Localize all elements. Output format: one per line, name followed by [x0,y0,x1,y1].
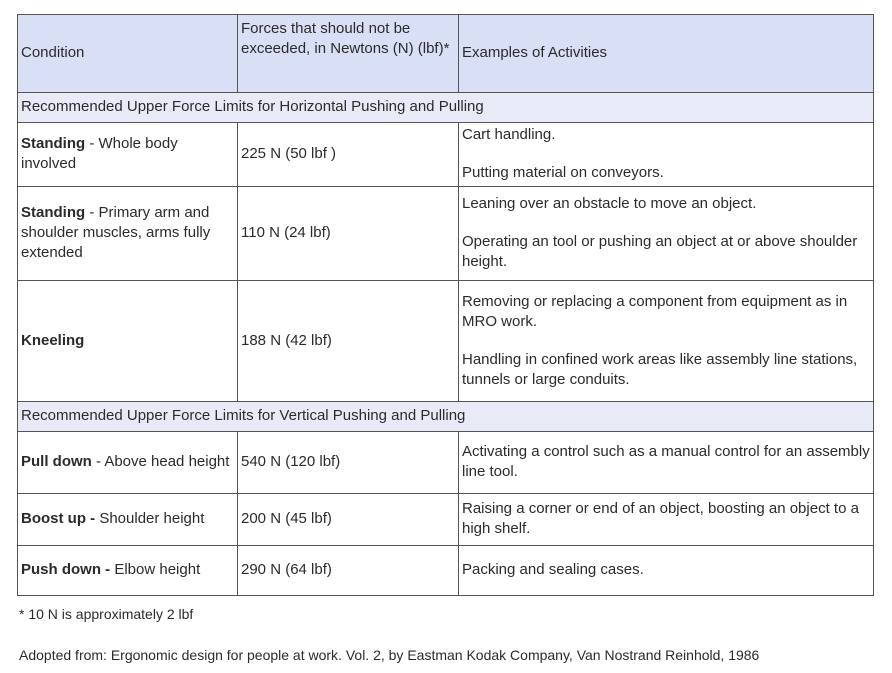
header-examples: Examples of Activities [459,15,874,93]
condition-name: Pull down [21,453,92,470]
table-row [18,546,874,596]
table-row [18,123,874,187]
condition-detail: - Above head height [91,453,230,470]
condition-name: Push down - [21,561,111,578]
condition-detail: Elbow height [110,561,201,578]
example-text: Removing or replacing a component from equipment as in MRO work. [462,292,848,330]
condition-name: Standing [21,204,86,221]
condition-detail: - Primary arm and shoulder muscles, arms fully extended [21,204,211,261]
force-cell: 290 N (64 lbf) [238,546,459,596]
example-text: Leaning over an obstacle to move an object. [462,195,757,212]
condition-name: Boost up - [21,510,96,527]
condition-name: Kneeling [21,331,85,349]
condition-cell [18,281,238,402]
header-condition: Condition [18,15,238,93]
force-limits-table [17,14,874,596]
example-text: Raising a corner or end of an object, boosting an object to a high shelf. [462,500,859,537]
section-header-horizontal [18,93,874,123]
condition-detail: Shoulder height [95,510,205,527]
example-spacer [462,145,870,163]
example-text: Operating an tool or pushing an object at or above shoulder height. [462,233,858,270]
examples-cell [459,494,874,546]
header-forces: Forces that should not be exceeded, in Newtons (N) (lbf)* [238,15,459,93]
condition-name: Standing [21,135,86,152]
example-text: Activating a control such as a manual control for an assembly line tool. [462,443,870,480]
examples-cell [459,281,874,402]
force-cell: 200 N (45 lbf) [238,494,459,546]
condition-cell [18,187,238,281]
examples-cell [459,546,874,596]
force-cell: 225 N (50 lbf ) [238,123,459,187]
example-text: Handling in confined work areas like assembly line stations, tunnels or large conduits. [462,350,858,388]
condition-detail: - Whole body involved [21,135,178,172]
footnote: * 10 N is approximately 2 lbf [19,606,194,622]
section-title: Recommended Upper Force Limits for Horizontal Pushing and Pulling [18,93,874,123]
condition-cell [18,432,238,494]
table-row [18,494,874,546]
table-row [18,281,874,402]
example-text: Putting material on conveyors. [462,164,664,181]
condition-cell [18,494,238,546]
force-cell: 188 N (42 lbf) [238,281,459,402]
example-spacer [462,214,870,232]
table-header-row [18,15,874,93]
example-text: Cart handling. [462,126,556,143]
force-cell: 540 N (120 lbf) [238,432,459,494]
source-citation: Adopted from: Ergonomic design for people at work. Vol. 2, by Eastman Kodak Company, Van Nostrand Reinhold, 1986 [19,647,760,663]
section-title: Recommended Upper Force Limits for Vertical Pushing and Pulling [18,402,874,432]
section-header-vertical [18,402,874,432]
examples-cell [459,187,874,281]
examples-cell [459,432,874,494]
example-text: Packing and sealing cases. [462,561,644,578]
condition-cell [18,123,238,187]
table-row [18,187,874,281]
example-spacer [462,332,870,350]
table-row [18,432,874,494]
force-cell: 110 N (24 lbf) [238,187,459,281]
examples-cell [459,123,874,187]
condition-cell [18,546,238,596]
